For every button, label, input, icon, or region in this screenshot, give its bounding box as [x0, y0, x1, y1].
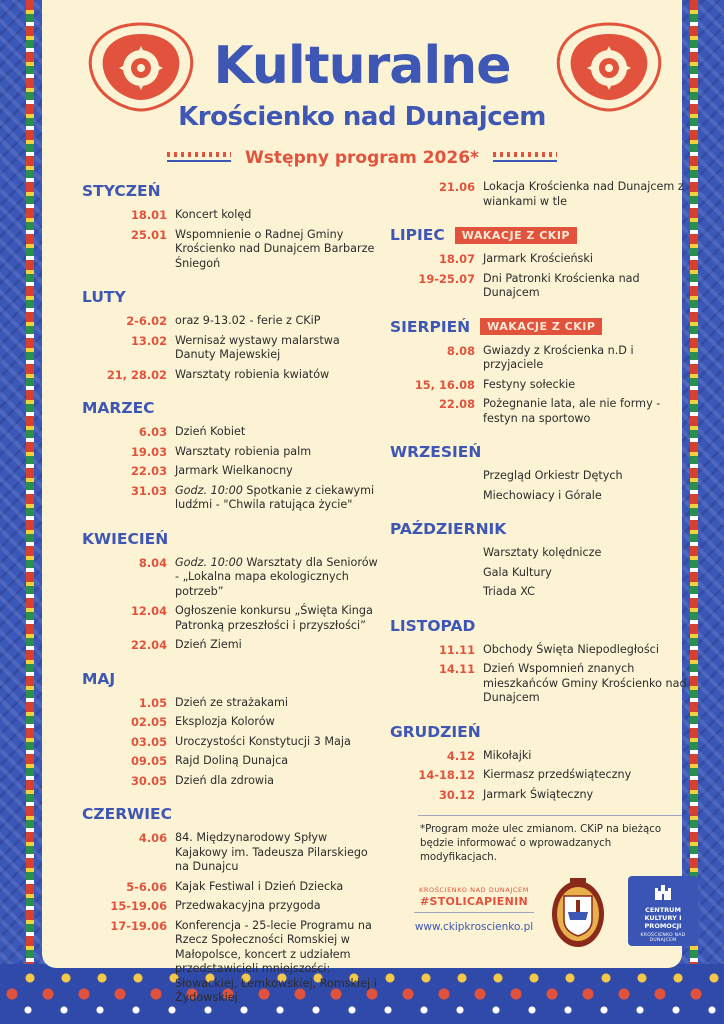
event-description: Koncert kolęd [175, 208, 252, 221]
month-name: STYCZEŃ [82, 182, 161, 200]
event-row [82, 735, 382, 750]
event-text [483, 643, 690, 658]
ckip-name-line1: CENTRUM [645, 906, 681, 914]
event-date: 30.05 [130, 773, 167, 788]
note-divider [418, 815, 694, 816]
event-date: 03.05 [130, 734, 167, 749]
event-row [82, 754, 382, 769]
month-heading [82, 180, 382, 202]
event-time: Godz. 10:00 [175, 483, 243, 497]
month-spacer [82, 658, 382, 668]
month-name: PAŹDZIERNIK [390, 520, 507, 538]
event-description: Warsztaty dla Seniorów - „Lokalna mapa ekologicznych potrzeb” [175, 555, 378, 598]
event-date: 30.12 [438, 787, 475, 802]
event-date: 13.02 [130, 333, 167, 348]
event-text [175, 899, 382, 914]
event-description: Gwiazdy z Krościenka n.D i przyjaciele [483, 343, 634, 371]
event-text [483, 662, 690, 706]
event-date: 19.03 [130, 444, 167, 459]
program-note: *Program może ulec zmianom. CKiP na bieżąco będzie informować o wprowadzanych modyfikacjach. [420, 824, 662, 863]
event-description: Wspomnienie o Radnej Gminy Krościenko nad Dunajcem Barbarze Śniegoń [175, 227, 375, 270]
month-block [390, 721, 690, 818]
event-description: Miechowiacy i Górale [483, 488, 602, 502]
event-description: Dzień Ziemi [175, 638, 242, 651]
event-text [175, 696, 382, 711]
event-text [175, 754, 382, 769]
month-heading [82, 668, 382, 690]
event-text [175, 735, 382, 750]
event-text [175, 715, 382, 730]
month-block [390, 441, 690, 518]
event-description: Kiermasz przedświąteczny [483, 768, 632, 781]
month-block [82, 528, 382, 668]
month-heading [82, 286, 382, 308]
tagline-block [406, 886, 542, 933]
event-description: Dzień Wspomnień znanych mieszkańców Gminy Krościenko nad Dunajcem [483, 662, 687, 704]
event-row [390, 180, 690, 209]
event-description: Konferencja - 25-lecie Programu na Rzecz Społeczności Romskiej w Małopolsce, koncert z udziałem przedstawicieli mniejszości: Słowackiej, Łemkowskiej, Romskiej i Żydowskiej [175, 918, 377, 1004]
event-row [390, 585, 690, 600]
month-spacer [82, 1011, 382, 1021]
ckip-name-line2: KULTURY I PROMOCJI [644, 914, 682, 930]
month-heading [82, 528, 382, 550]
event-description: Przedwakacyjna przygoda [175, 899, 321, 912]
event-date [390, 566, 483, 581]
ckip-subtitle: KROŚCIENKO NAD DUNAJCEM [640, 933, 686, 943]
event-text [175, 425, 382, 440]
event-row [82, 604, 382, 633]
event-text [483, 344, 690, 373]
event-text [483, 180, 690, 209]
event-date: 25.01 [130, 227, 167, 242]
event-text [175, 464, 382, 479]
decorative-line-left [167, 152, 231, 164]
event-date [390, 469, 483, 484]
event-text [175, 919, 382, 1006]
event-row [82, 484, 382, 513]
event-date: 8.04 [138, 555, 167, 570]
event-row [390, 378, 690, 393]
event-description: Pożegnanie lata, ale nie formy - festyn na sportowo [483, 397, 661, 425]
month-name: SIERPIEŃ [390, 317, 471, 336]
event-date: 2-6.02 [126, 314, 167, 328]
month-heading [390, 721, 690, 743]
event-description: Ogłoszenie konkursu „Święta Kinga Patronką przeszłości i przyszłości” [175, 604, 373, 632]
event-text [483, 749, 690, 764]
event-text [175, 484, 382, 513]
event-date: 19-25.07 [418, 271, 475, 286]
poster-title: Kulturalne [213, 36, 511, 96]
event-date: 17-19.06 [110, 918, 167, 933]
month-block [390, 316, 690, 442]
event-description: Warsztaty kolędnicze [483, 546, 602, 559]
event-text [175, 314, 382, 329]
event-description: Jarmark Krościeński [483, 252, 593, 265]
event-text [483, 788, 690, 803]
month-spacer [82, 276, 382, 286]
event-date: 15, 16.08 [414, 377, 475, 392]
month-heading [390, 518, 690, 540]
month-name: KWIECIEŃ [82, 529, 169, 548]
event-description: 84. Międzynarodowy Spływ Kajakowy im. Tadeusza Pilarskiego na Dunajcu [175, 831, 368, 873]
event-row [390, 768, 690, 783]
event-text [483, 546, 690, 561]
event-text [175, 334, 382, 363]
month-name: LUTY [82, 288, 126, 306]
event-row [82, 425, 382, 440]
month-spacer [390, 508, 690, 518]
month-heading [82, 803, 382, 825]
event-text [175, 638, 382, 653]
program-heading [42, 148, 682, 168]
poster-subtitle: Krościenko nad Dunajcem [178, 102, 546, 132]
event-row [390, 489, 690, 504]
event-date: 6.03 [138, 425, 167, 439]
event-row [82, 880, 382, 895]
month-block [82, 803, 382, 1021]
event-date: 02.05 [130, 715, 167, 729]
month-spacer [82, 387, 382, 397]
month-spacer [390, 306, 690, 316]
event-date: 18.07 [438, 252, 475, 266]
event-text [483, 272, 690, 301]
month-block [82, 286, 382, 397]
tagline-divider [414, 912, 534, 913]
municipal-crest-logo [550, 876, 606, 948]
event-description: Mikołajki [483, 748, 532, 762]
month-name: MARZEC [82, 399, 155, 417]
event-description: Lokacja Krościenka nad Dunajcem z wiankami w tle [483, 180, 684, 208]
event-date: 4.06 [138, 831, 167, 845]
event-text [175, 368, 382, 383]
event-text [483, 378, 690, 393]
event-description: Eksplozja Kolorów [175, 715, 275, 728]
event-description: Obchody Święta Niepodległości [483, 642, 659, 656]
month-spacer [82, 793, 382, 803]
event-row [390, 749, 690, 764]
event-row [82, 556, 382, 600]
month-name: LIPIEC [390, 226, 445, 244]
month-name: GRUDZIEŃ [390, 722, 481, 741]
event-date [390, 489, 483, 504]
event-text [175, 208, 382, 223]
event-text [483, 397, 690, 426]
event-date: 15-19.06 [110, 899, 167, 913]
event-description: Dzień Kobiet [175, 425, 246, 438]
month-spacer [82, 518, 382, 528]
event-row [390, 344, 690, 373]
event-date: 1.05 [138, 695, 167, 710]
event-text [175, 880, 382, 895]
month-block [390, 518, 690, 615]
event-row [82, 899, 382, 914]
event-text [175, 556, 382, 600]
month-spacer [390, 214, 690, 224]
event-description: Uroczystości Konstytucji 3 Maja [175, 734, 351, 748]
event-description: oraz 9-13.02 - ferie z CKiP [175, 314, 321, 327]
event-text [175, 831, 382, 875]
month-name: CZERWIEC [82, 805, 172, 823]
event-date: 18.01 [130, 208, 167, 222]
right-border-stripe [690, 0, 698, 1024]
event-text [175, 228, 382, 272]
event-row [82, 368, 382, 383]
event-description: Przegląd Orkiestr Dętych [483, 469, 623, 482]
event-text [483, 768, 690, 783]
event-date: 31.03 [130, 483, 167, 498]
event-text [175, 774, 382, 789]
month-spacer [390, 431, 690, 441]
event-description: Warsztaty robienia kwiatów [175, 367, 330, 381]
month-block [390, 615, 690, 721]
event-row [390, 469, 690, 484]
event-text [175, 604, 382, 633]
event-description: Rajd Doliną Dunajca [175, 754, 289, 767]
event-row [82, 774, 382, 789]
event-row [82, 314, 382, 329]
event-date: 22.08 [438, 397, 475, 411]
program-title: Wstępny program 2026* [245, 148, 479, 168]
event-description: Warsztaty robienia palm [175, 444, 312, 458]
month-heading [390, 441, 690, 463]
event-date: 22.04 [130, 638, 167, 652]
event-row [82, 831, 382, 875]
website-link[interactable]: www.ckipkroscienko.pl [414, 921, 534, 933]
decorative-line-right [493, 152, 557, 164]
month-heading [390, 316, 690, 338]
month-name: LISTOPAD [390, 616, 476, 635]
tagline-small: KROŚCIENKO NAD DUNAJCEM [419, 886, 529, 894]
event-row [390, 566, 690, 581]
event-text [175, 445, 382, 460]
event-description: Wernisaż wystawy malarstwa Danuty Majewskiej [175, 333, 340, 361]
month-name: MAJ [82, 669, 116, 688]
event-row [82, 464, 382, 479]
month-heading [390, 615, 690, 637]
month-heading [82, 397, 382, 419]
event-description: Kajak Festiwal i Dzień Dziecka [175, 879, 344, 893]
event-row [82, 445, 382, 460]
event-text [483, 585, 690, 600]
event-text [483, 489, 690, 504]
event-row [390, 397, 690, 426]
event-row [82, 715, 382, 730]
event-date: 5-6.06 [126, 879, 167, 894]
poster-paper [42, 0, 687, 1004]
event-description: Triada XC [483, 585, 535, 598]
calendar-column-left [82, 180, 382, 1021]
event-description: Jarmark Wielkanocny [175, 464, 293, 477]
event-row [82, 638, 382, 653]
event-row [390, 788, 690, 803]
event-date: 11.11 [438, 642, 475, 657]
event-row [82, 334, 382, 363]
left-border-stripe [26, 0, 34, 1024]
event-description: Dzień ze strażakami [175, 695, 288, 709]
event-date [390, 585, 483, 600]
holiday-badge: WAKACJE Z CKIP [480, 318, 602, 335]
month-block [82, 668, 382, 804]
event-description: Gala Kultury [483, 565, 552, 579]
event-row [390, 546, 690, 561]
event-date: 14.11 [438, 662, 475, 676]
holiday-badge: WAKACJE Z CKIP [455, 227, 577, 244]
event-text [483, 252, 690, 267]
event-date: 8.08 [446, 343, 475, 358]
event-date: 21, 28.02 [106, 367, 167, 382]
event-date: 22.03 [130, 464, 167, 478]
event-date: 09.05 [130, 754, 167, 768]
event-date: 14-18.12 [418, 768, 475, 782]
month-block [390, 224, 690, 316]
event-description: Dni Patronki Krościenka nad Dunajcem [483, 271, 640, 299]
event-text [483, 469, 690, 484]
event-row [390, 252, 690, 267]
month-block [82, 397, 382, 528]
calendar-column-right [390, 180, 690, 817]
event-date [390, 546, 483, 561]
event-row [82, 696, 382, 711]
event-date: 21.06 [438, 180, 475, 194]
event-row [390, 662, 690, 706]
event-row [82, 919, 382, 1006]
month-spacer [390, 711, 690, 721]
ckip-logo [628, 876, 698, 946]
month-block [390, 180, 690, 224]
event-row [390, 643, 690, 658]
event-text [483, 566, 690, 581]
event-description: Festyny sołeckie [483, 377, 576, 391]
month-spacer [390, 605, 690, 615]
month-name: WRZESIEŃ [390, 443, 482, 461]
event-time: Godz. 10:00 [175, 555, 243, 569]
month-block [82, 180, 382, 286]
event-description: Jarmark Świąteczny [483, 787, 594, 801]
month-heading [390, 224, 690, 246]
event-description: Spotkanie z ciekawymi ludźmi - "Chwila ratująca życie" [175, 483, 375, 511]
event-date: 12.04 [130, 604, 167, 618]
event-description: Dzień dla zdrowia [175, 773, 275, 787]
event-date: 4.12 [446, 748, 475, 763]
event-row [82, 228, 382, 272]
event-row [82, 208, 382, 223]
castle-icon [653, 882, 673, 900]
tagline-hashtag: #STOLICAPIENIN [419, 895, 529, 908]
event-row [390, 272, 690, 301]
